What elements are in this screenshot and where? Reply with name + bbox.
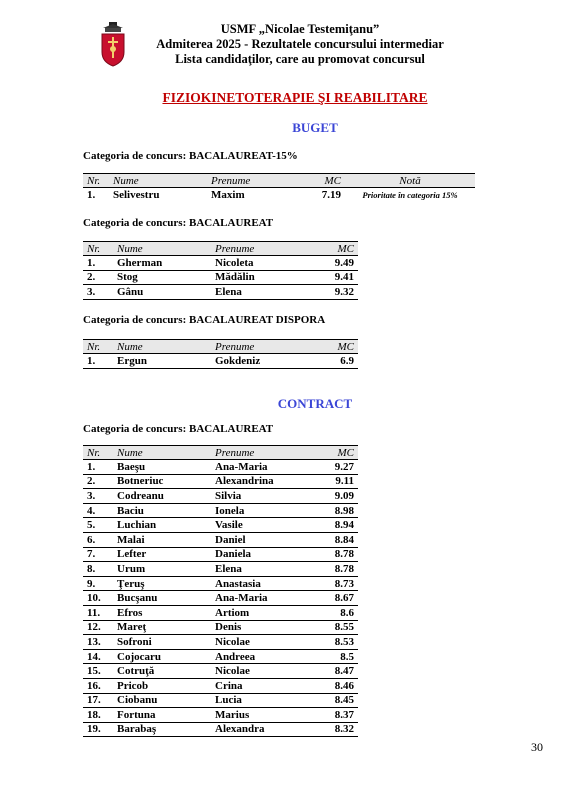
table-row: 2. Botneriuc Alexandrina 9.11: [83, 474, 358, 489]
table-row: 17. Ciobanu Lucia 8.45: [83, 693, 358, 708]
col-header-prenume: Prenume: [207, 174, 297, 188]
table-row: 9. Ţeruş Anastasia 8.73: [83, 576, 358, 591]
category-bac: Categoria de concurs: BACALAUREAT: [83, 217, 274, 229]
col-header-mc: MC: [297, 174, 345, 188]
category-bac-diaspora: Categoria de concurs: BACALAUREAT DISPORA: [83, 314, 326, 326]
table-row: 11. Efros Artiom 8.6: [83, 605, 358, 620]
table-row: 5. Luchian Vasile 8.94: [83, 518, 358, 533]
table-row: 1. Selivestru Maxim 7.19 Prioritate în categoria 15%: [87, 189, 458, 202]
table-row: 12. Mareţ Denis 8.55: [83, 620, 358, 635]
page-number: 30: [531, 740, 543, 754]
table-row: 3. Gânu Elena 9.32: [83, 285, 358, 300]
usmf-crest-icon: [100, 22, 126, 68]
table-row: 7. Lefter Daniela 8.78: [83, 547, 358, 562]
table-bac-diaspora: Nr. Nume Prenume MC 1. Ergun Gokdeniz 6.9: [83, 339, 358, 369]
table-row: 1. Gherman Nicoleta 9.49: [83, 256, 358, 271]
col-header-nota: Notă: [345, 174, 475, 188]
table-row: 10. Bucşanu Ana-Maria 8.67: [83, 591, 358, 606]
table-row: 3. Codreanu Silvia 9.09: [83, 489, 358, 504]
table-bac: Nr. Nume Prenume MC 1. Gherman Nicoleta 9.49 2. Stog Mădălin 9.41 3. Gânu Elena 9.32: [83, 241, 358, 300]
section-buget: BUGET: [292, 120, 338, 135]
table-row: 18. Fortuna Marius 8.37: [83, 708, 358, 723]
col-header-nume: Nume: [109, 174, 207, 188]
col-header-nr: Nr.: [83, 174, 109, 188]
table-contract: Nr. Nume Prenume MC 1. Baeşu Ana-Maria 9.27 2. Botneriuc Alexandrina 9.11 3. Codreanu Silvia 9.09 4. Baciu Ionela 8.98 5. Luchian Vasile 8.94 6. Malai Daniel 8.84 7. Lefter Daniela 8.78 8. Urum Elena 8.78 9. Ţeruş Anastasia 8.73 10. Bucşanu Ana-Maria 8.67 11. Efros Artiom 8.6 12. Mareţ Denis 8.55 13. Sofroni Nicolae 8.53 14. Cojocaru Andreea 8.5 15. Cotruţă Nicolae 8.47 16. Pricob Crina 8.46 17. Ciobanu Lucia 8.45 18. Fortuna Marius 8.37 19. Barabaş Alexandra 8.32: [83, 445, 358, 737]
header-line-1: USMF „Nicolae Testemiţanu”: [220, 22, 380, 36]
table-row: 2. Stog Mădălin 9.41: [83, 270, 358, 285]
table-row: 13. Sofroni Nicolae 8.53: [83, 635, 358, 650]
table-row: 4. Baciu Ionela 8.98: [83, 503, 358, 518]
table-row: 14. Cojocaru Andreea 8.5: [83, 649, 358, 664]
table-row: 19. Barabaş Alexandra 8.32: [83, 722, 358, 737]
table-row: 6. Malai Daniel 8.84: [83, 532, 358, 547]
section-contract: CONTRACT: [277, 396, 353, 411]
document-header: [0, 20, 570, 80]
specialty-title: FIZIOKINETOTERAPIE ŞI REABILITARE: [162, 90, 428, 105]
header-line-2: Admiterea 2025 - Rezultatele concursului intermediar: [156, 37, 444, 51]
table-row: 15. Cotruţă Nicolae 8.47: [83, 664, 358, 679]
table-row: 16. Pricob Crina 8.46: [83, 678, 358, 693]
table-bac-15: [83, 173, 475, 202]
header-line-3: Lista candidaţilor, care au promovat concursul: [175, 52, 425, 66]
table-row: 1. Ergun Gokdeniz 6.9: [83, 354, 358, 369]
category-contract-bac: Categoria de concurs: BACALAUREAT: [83, 423, 274, 435]
category-bac-15: Categoria de concurs: BACALAUREAT-15%: [83, 150, 298, 162]
table-row: 8. Urum Elena 8.78: [83, 562, 358, 577]
table-row: 1. Baeşu Ana-Maria 9.27: [83, 460, 358, 475]
